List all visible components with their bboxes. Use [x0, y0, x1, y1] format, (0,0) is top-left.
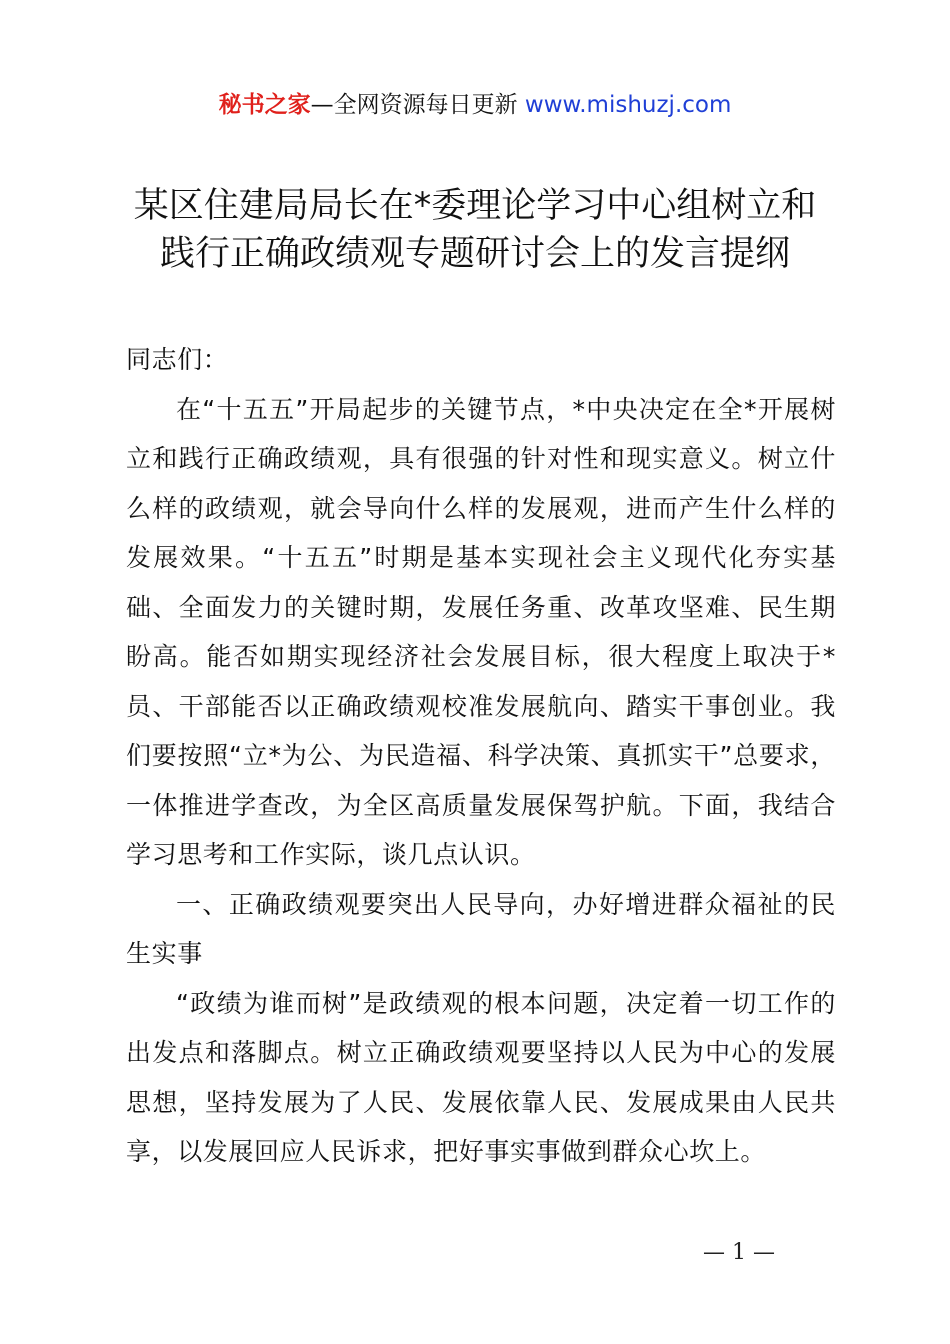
title-line-1: 某区住建局局长在*委理论学习中心组树立和 [133, 186, 817, 226]
paragraph-section-1: “政绩为谁而树”是政绩观的根本问题，决定着一切工作的出发点和落脚点。树立正确政绩观要坚持以人民为中心的发展思想，坚持发展为了人民、发展依靠人民、发展成果由人民共享，以发展回应人民诉求，把好事实事做到群众心坎上。 [126, 988, 836, 1166]
section-heading-1: 一、正确政绩观要突出人民导向，办好增进群众福祉的民生实事 [126, 889, 836, 968]
header-tagline: —全网资源每日更新 [310, 92, 518, 118]
brand-name: 秘书之家 [218, 92, 311, 118]
document-body [126, 335, 836, 1177]
site-url-link[interactable]: www.mishuzj.com [524, 92, 732, 118]
document-title [60, 182, 890, 278]
salutation: 同志们： [126, 345, 229, 374]
title-line-2: 践行正确政绩观专题研讨会上的发言提纲 [159, 234, 790, 274]
page-number: — 1 — [703, 1240, 775, 1265]
paragraph-intro: 在“十五五”开局起步的关键节点，*中央决定在全*开展树立和践行正确政绩观，具有很强的针对性和现实意义。树立什么样的政绩观，就会导向什么样的发展观，进而产生什么样的发展效果。“十五五”时期是基本实现社会主义现代化夯实基础、全面发力的关键时期，发展任务重、改革攻坚难、民生期盼高。能否如期实现经济社会发展目标，很大程度上取决于*员、干部能否以正确政绩观校准发展航向、踏实干事创业。我们要按照“立*为公、为民造福、科学决策、真抓实干”总要求，一体推进学查改，为全区高质量发展保驾护航。下面，我结合学习思考和工作实际，谈几点认识。 [126, 394, 836, 869]
site-header [0, 88, 950, 122]
